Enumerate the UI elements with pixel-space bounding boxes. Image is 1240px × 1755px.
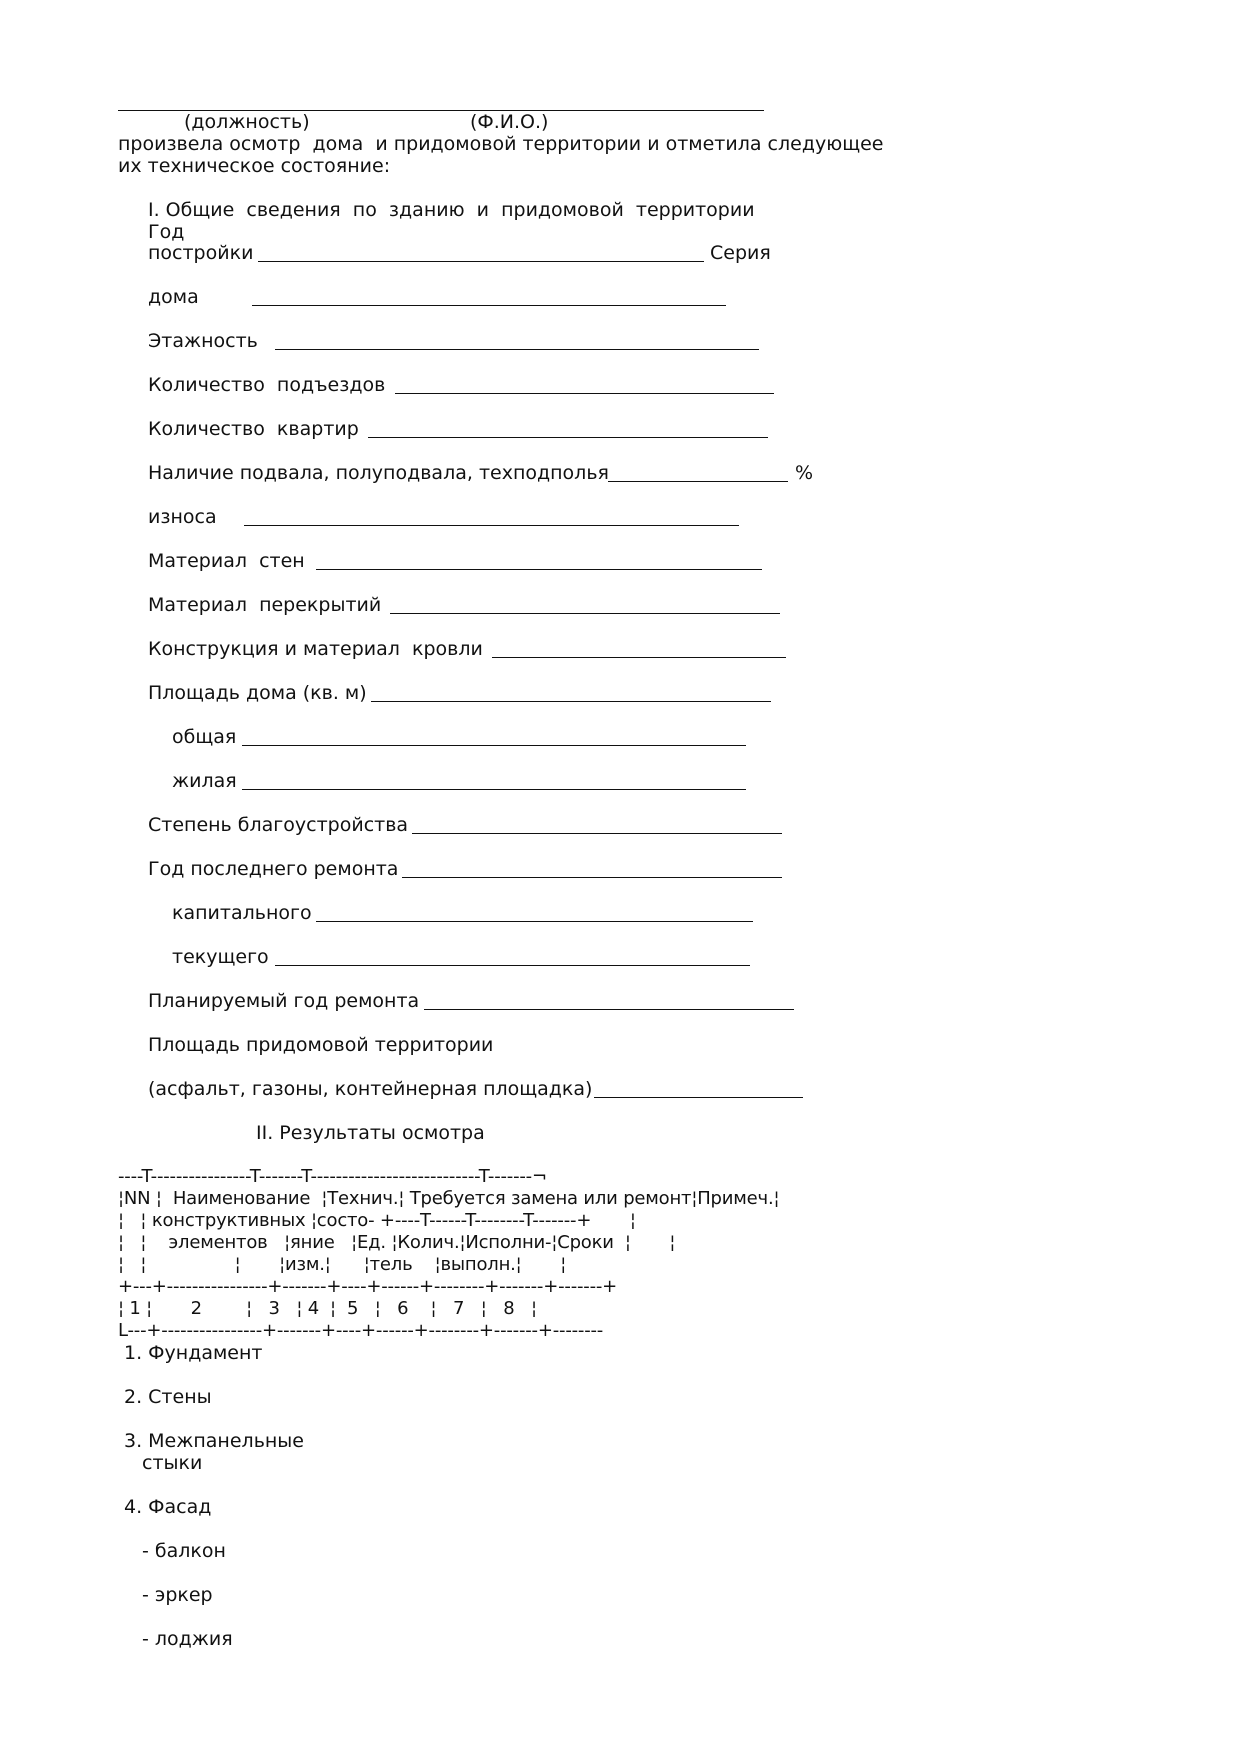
living-area-label: жилая	[172, 770, 237, 792]
section-1-title: I. Общие сведения по зданию и придомовой территории	[148, 199, 755, 221]
total-area-field[interactable]	[242, 745, 746, 746]
current-repair-label: текущего	[172, 946, 269, 968]
intro-line-1: произвела осмотр дома и придомовой территории и отметила следующее	[118, 133, 884, 155]
intro-line-2: их техническое состояние:	[118, 155, 391, 177]
capital-repair-field[interactable]	[316, 921, 753, 922]
current-repair-field[interactable]	[275, 965, 750, 966]
apartments-field[interactable]	[368, 437, 768, 438]
house-area-field[interactable]	[371, 701, 771, 702]
list-item-foundation: 1. Фундамент	[124, 1342, 263, 1364]
apartments-label: Количество квартир	[148, 418, 359, 440]
position-caption: (должность)	[184, 111, 310, 133]
yard-area-detail: (асфальт, газоны, контейнерная площадка)	[148, 1078, 593, 1100]
total-area-label: общая	[172, 726, 237, 748]
yard-area-field[interactable]	[594, 1097, 803, 1098]
entrances-label: Количество подъездов	[148, 374, 386, 396]
wall-material-field[interactable]	[316, 569, 762, 570]
floor-material-field[interactable]	[390, 613, 780, 614]
name-caption: (Ф.И.О.)	[470, 111, 549, 133]
wall-material-label: Материал стен	[148, 550, 305, 572]
living-area-field[interactable]	[242, 789, 746, 790]
last-repair-label: Год последнего ремонта	[148, 858, 399, 880]
roof-field[interactable]	[492, 657, 786, 658]
wear-label: износа	[148, 506, 217, 528]
amenities-label: Степень благоустройства	[148, 814, 409, 836]
list-item-panel-joints: 3. Межпанельные	[124, 1430, 304, 1452]
table-row-7: L---+----------------+-------+----+------+--------+-------+--------	[118, 1320, 604, 1341]
table-row-5: +---+----------------+-------+----+------+--------+-------+-------+	[118, 1276, 618, 1297]
basement-label: Наличие подвала, полуподвала, техподполья	[148, 462, 609, 484]
floors-label: Этажность	[148, 330, 258, 352]
house-area-label: Площадь дома (кв. м)	[148, 682, 367, 704]
basement-field[interactable]	[608, 481, 788, 482]
list-item-loggia: - лоджия	[142, 1628, 233, 1650]
year-built-label-2: постройки	[148, 242, 254, 264]
entrances-field[interactable]	[395, 393, 774, 394]
planned-repair-field[interactable]	[424, 1009, 794, 1010]
last-repair-field[interactable]	[402, 877, 782, 878]
wear-field[interactable]	[244, 525, 739, 526]
table-row-1: ¦NN ¦ Наименование ¦Технич.¦ Требуется замена или ремонт¦Примеч.¦	[118, 1188, 780, 1209]
table-row-3: ¦ ¦ элементов ¦яние ¦Ед. ¦Колич.¦Исполни-¦Сроки ¦ ¦	[118, 1232, 676, 1253]
year-built-label-1: Год	[148, 221, 185, 243]
year-built-field[interactable]	[258, 261, 704, 262]
house-series-field[interactable]	[252, 305, 726, 306]
list-item-balcony: - балкон	[142, 1540, 226, 1562]
list-item-panel-joints-cont: стыки	[142, 1452, 203, 1474]
table-row-4: ¦ ¦ ¦ ¦изм.¦ ¦тель ¦выполн.¦ ¦	[118, 1254, 567, 1275]
capital-repair-label: капитального	[172, 902, 312, 924]
list-item-walls: 2. Стены	[124, 1386, 212, 1408]
yard-area-label: Площадь придомовой территории	[148, 1034, 494, 1056]
list-item-bay-window: - эркер	[142, 1584, 213, 1606]
percent-sign: %	[795, 462, 814, 484]
list-item-facade: 4. Фасад	[124, 1496, 212, 1518]
house-label: дома	[148, 286, 199, 308]
roof-label: Конструкция и материал кровли	[148, 638, 483, 660]
floor-material-label: Материал перекрытий	[148, 594, 382, 616]
table-row-2: ¦ ¦ конструктивных ¦состо- +----T------T--------T-------+ ¦	[118, 1210, 636, 1231]
amenities-field[interactable]	[412, 833, 782, 834]
table-row-0: ----T----------------T-------T---------------------------T-------¬	[118, 1166, 547, 1187]
planned-repair-label: Планируемый год ремонта	[148, 990, 420, 1012]
section-2-title: II. Результаты осмотра	[256, 1122, 485, 1144]
series-label: Серия	[710, 242, 771, 264]
floors-field[interactable]	[275, 349, 759, 350]
table-row-6: ¦ 1 ¦ 2 ¦ 3 ¦ 4 ¦ 5 ¦ 6 ¦ 7 ¦ 8 ¦	[118, 1298, 537, 1319]
